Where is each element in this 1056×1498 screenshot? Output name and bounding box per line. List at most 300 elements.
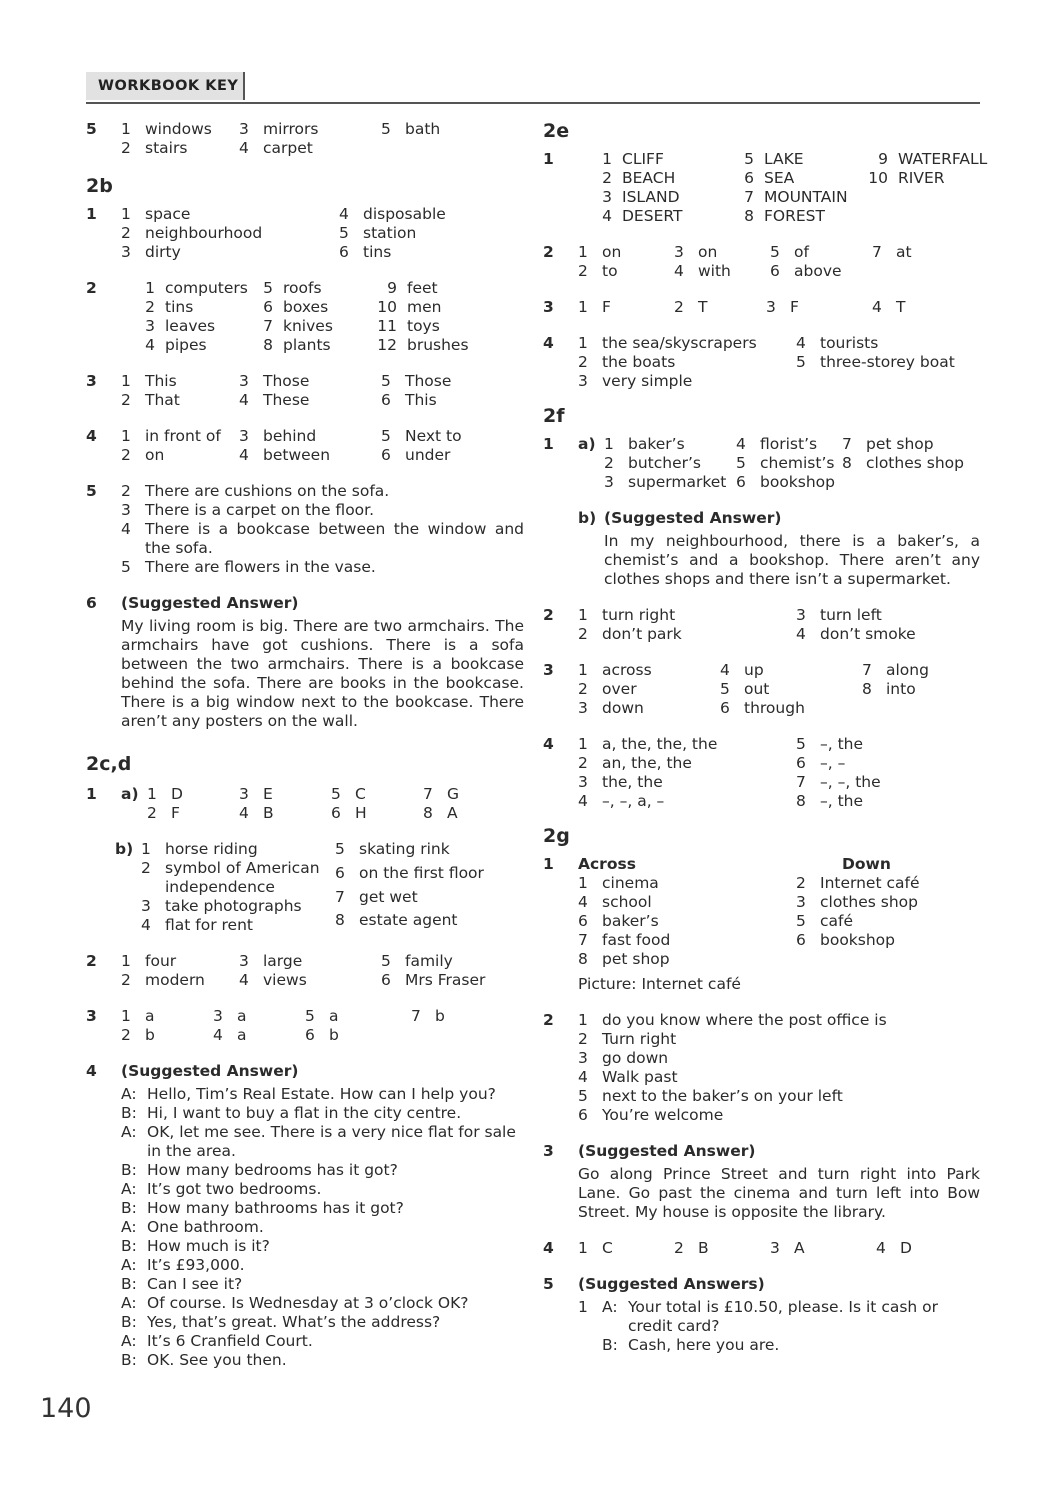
- item-number: 6: [578, 1106, 588, 1124]
- item-text: on: [602, 243, 622, 261]
- exercise-number: 4: [543, 334, 554, 352]
- item-number: 1: [578, 606, 588, 624]
- item-number: 6: [381, 971, 391, 989]
- answer-item: [381, 391, 524, 410]
- speaker-label: B:: [121, 1351, 137, 1369]
- item-number: 5: [335, 840, 345, 858]
- answer-item: [578, 1239, 674, 1258]
- item-text: [898, 188, 987, 207]
- item-number: 7: [842, 435, 852, 453]
- item-number: 1: [121, 427, 131, 445]
- dialogue-line: How many bathrooms has it got?: [147, 1199, 404, 1217]
- item-number: 1: [604, 435, 614, 453]
- answer-item: [121, 482, 524, 501]
- item-text: behind: [263, 427, 317, 445]
- answer-item: [239, 120, 381, 139]
- answer-item: [578, 1106, 980, 1125]
- item-text: get wet: [359, 887, 418, 906]
- answer-item: [872, 262, 980, 281]
- exercise-2g-2: [543, 1011, 980, 1125]
- item-number: 5: [331, 785, 341, 803]
- item-number: [842, 473, 866, 492]
- item-text: WATERFALL: [898, 150, 988, 168]
- answer-item: [578, 298, 674, 317]
- item-text: These: [263, 391, 310, 409]
- answer-item: [872, 298, 980, 317]
- item-text: T: [896, 298, 906, 316]
- answer-item: [720, 661, 862, 680]
- item-number: 1: [121, 1007, 131, 1025]
- item-text: There are cushions on the sofa.: [145, 482, 390, 500]
- item-text: butcher’s: [628, 454, 701, 472]
- speaker-label: A:: [121, 1085, 137, 1103]
- answer-item: [578, 931, 796, 950]
- item-text: between: [263, 446, 331, 464]
- exercise-number: 1: [543, 435, 554, 453]
- answer-item: [363, 336, 524, 355]
- item-number: 4: [239, 804, 249, 822]
- answer-item: [121, 224, 339, 243]
- answer-item: [842, 454, 980, 473]
- item-number: 3: [239, 120, 249, 138]
- item-text: the boats: [602, 353, 676, 371]
- answer-item: [239, 317, 363, 336]
- item-number: 7: [263, 317, 273, 335]
- exercise-2e-3: [543, 298, 980, 317]
- suggested-answer-label: (Suggested Answer): [121, 594, 299, 612]
- answer-grid: [578, 243, 980, 281]
- suggested-answer-text: My living room is big. There are two armchairs. The armchairs have got cushions. There is a sofa between the two armchairs. There is a bookcase behind the sofa. There are books in the bookcase. There is a big window next to the bookcase. There aren’t any posters on the wall.: [121, 617, 524, 730]
- answer-item: [578, 207, 720, 226]
- item-text: baker’s: [602, 912, 659, 930]
- item-number: 5: [381, 952, 391, 970]
- item-number: 7: [411, 1007, 421, 1025]
- answer-item: [121, 120, 239, 139]
- item-text: This: [405, 391, 437, 409]
- item-number: 1: [578, 243, 588, 261]
- item-text: [886, 699, 980, 718]
- item-number: 2: [121, 224, 131, 242]
- item-text: with: [698, 262, 731, 280]
- item-text: CLIFF: [622, 150, 664, 168]
- item-number: [872, 262, 896, 281]
- answer-list-left: [141, 840, 335, 935]
- answer-item: [213, 1026, 305, 1045]
- answer-item: [239, 952, 381, 971]
- answer-item: [796, 931, 980, 950]
- item-text: florist’s: [760, 435, 818, 453]
- item-text: MOUNTAIN: [764, 188, 848, 206]
- answer-item: [578, 334, 796, 353]
- item-number: 5: [339, 224, 349, 242]
- item-text: [866, 473, 980, 492]
- item-number: 4: [121, 520, 131, 538]
- item-text: disposable: [363, 205, 446, 223]
- item-number: 1: [602, 150, 612, 168]
- exercise-2cd-4: [86, 1062, 524, 1370]
- answer-list: [578, 1011, 980, 1125]
- item-text: mirrors: [263, 120, 319, 138]
- item-number: 2: [578, 1030, 588, 1048]
- item-number: 9: [387, 279, 397, 297]
- answer-list-right: [335, 840, 524, 935]
- answer-item: [578, 625, 796, 644]
- answer-item: [796, 606, 980, 625]
- answer-item: [578, 792, 796, 811]
- speaker-label: B:: [121, 1275, 137, 1293]
- answer-item: [736, 435, 842, 454]
- item-number: 4: [239, 139, 249, 157]
- answer-grid: [604, 435, 980, 492]
- answer-item: [720, 150, 854, 169]
- answer-item: [121, 205, 339, 224]
- item-number: [854, 207, 898, 226]
- answer-item: [335, 840, 524, 864]
- answer-item: [604, 435, 736, 454]
- answer-item: [578, 1068, 980, 1087]
- answer-grid: [578, 661, 980, 718]
- exercise-number: 5: [86, 120, 97, 138]
- item-text: space: [145, 205, 191, 223]
- answer-item: [331, 785, 423, 804]
- dialogue: [602, 1298, 980, 1355]
- item-number: 2: [578, 262, 588, 280]
- item-text: You’re welcome: [602, 1106, 724, 1124]
- item-text: stairs: [145, 139, 188, 157]
- answer-item: [339, 224, 524, 243]
- item-text: b: [435, 1007, 445, 1025]
- item-number: 3: [121, 501, 131, 519]
- answer-item: [854, 150, 987, 169]
- item-text: family: [405, 952, 453, 970]
- exercise-number: 5: [543, 1275, 554, 1293]
- item-number: 4: [674, 262, 684, 280]
- item-text: along: [886, 661, 929, 679]
- section-title-2cd: 2c,d: [86, 753, 132, 775]
- suggested-answer-label: (Suggested Answer): [604, 509, 782, 527]
- answer-grid: [578, 150, 988, 226]
- answer-item: [239, 804, 331, 823]
- answer-item: [578, 188, 720, 207]
- item-text: a: [237, 1007, 247, 1025]
- answer-grid: [121, 120, 524, 158]
- exercise-2f-4: [543, 735, 980, 811]
- item-number: 3: [796, 606, 806, 624]
- answer-item: [872, 243, 980, 262]
- answer-grid: [578, 334, 980, 391]
- speaker-label: B:: [121, 1104, 137, 1122]
- exercise-number: 4: [543, 1239, 554, 1257]
- item-number: 3: [141, 897, 151, 915]
- item-number: 5: [381, 372, 391, 390]
- answer-item: [854, 207, 987, 226]
- answer-item: [770, 243, 872, 262]
- item-number: 10: [868, 169, 888, 187]
- answer-item: [770, 1239, 876, 1258]
- item-text: up: [744, 661, 764, 679]
- item-number: [862, 699, 886, 718]
- item-text: supermarket: [628, 473, 727, 491]
- item-text: C: [602, 1239, 613, 1257]
- item-text: chemist’s: [760, 454, 835, 472]
- section-title-2f: 2f: [543, 405, 565, 427]
- item-text: on: [145, 446, 165, 464]
- item-text: There is a carpet on the floor.: [145, 501, 375, 519]
- item-text: men: [407, 298, 442, 316]
- item-text: feet: [407, 279, 438, 297]
- answer-item: [720, 169, 854, 188]
- speaker-label: B:: [121, 1237, 137, 1255]
- item-text: FOREST: [764, 207, 825, 225]
- item-text: school: [602, 893, 652, 911]
- item-number: 6: [744, 169, 754, 187]
- answer-item: [381, 120, 524, 139]
- speaker-label: A:: [121, 1123, 137, 1141]
- item-text: A: [447, 804, 458, 822]
- item-text: a: [237, 1026, 247, 1044]
- item-number: 2: [121, 446, 131, 464]
- item-text: RIVER: [898, 169, 945, 187]
- answer-item: [239, 971, 381, 990]
- item-number: 1: [141, 840, 151, 858]
- exercise-number: 1: [543, 855, 554, 873]
- answer-item: [335, 888, 524, 912]
- answer-item: [363, 279, 524, 298]
- item-text: neighbourhood: [145, 224, 263, 242]
- dialogue-line: Hello, Tim’s Real Estate. How can I help you?: [147, 1085, 496, 1103]
- answer-item: [213, 1007, 305, 1026]
- item-number: 1: [121, 952, 131, 970]
- item-number: 1: [578, 298, 588, 316]
- item-number: 3: [578, 773, 588, 791]
- item-text: through: [744, 699, 805, 717]
- item-text: to: [602, 262, 618, 280]
- item-text: BEACH: [622, 169, 676, 187]
- answer-item: [363, 317, 524, 336]
- speaker-label: A:: [121, 1294, 137, 1312]
- item-number: 5: [381, 427, 391, 445]
- item-text: dirty: [145, 243, 181, 261]
- answer-grid: [121, 952, 524, 990]
- answer-item: [770, 262, 872, 281]
- item-text: café: [820, 912, 854, 930]
- item-number: 1: [578, 661, 588, 679]
- answer-item: [239, 391, 381, 410]
- answer-item: [121, 520, 524, 558]
- item-text: into: [886, 680, 916, 698]
- answer-item: [674, 298, 766, 317]
- dialogue-line: Hi, I want to buy a flat in the city centre.: [147, 1104, 462, 1122]
- speaker-label: A:: [602, 1298, 618, 1316]
- exercise-2b-1: [86, 205, 524, 262]
- item-text: LAKE: [764, 150, 804, 168]
- sub-label-b: b): [578, 509, 597, 527]
- item-number: 2: [141, 859, 151, 877]
- answer-item: [578, 680, 720, 699]
- item-text: estate agent: [359, 911, 458, 930]
- exercise-2b-3: [86, 372, 524, 410]
- item-number: 4: [239, 446, 249, 464]
- answer-grid: [578, 298, 980, 317]
- item-text: [898, 207, 987, 226]
- item-number: 3: [145, 317, 155, 335]
- item-text: windows: [145, 120, 212, 138]
- item-number: 6: [381, 446, 391, 464]
- exercise-number: 2: [86, 279, 97, 297]
- item-number: 8: [796, 792, 806, 810]
- item-number: 4: [239, 971, 249, 989]
- answer-grid: [121, 1007, 524, 1045]
- item-text: B: [698, 1239, 709, 1257]
- exercise-number: 3: [543, 298, 554, 316]
- item-text: D: [171, 785, 183, 803]
- item-text: [820, 372, 980, 391]
- item-text: flat for rent: [165, 916, 253, 934]
- answer-item: [121, 372, 239, 391]
- answer-item: [578, 1011, 980, 1030]
- item-number: 5: [121, 558, 131, 576]
- item-text: tins: [165, 298, 194, 316]
- item-text: –, –, a, –: [602, 792, 665, 810]
- answer-item: [339, 205, 524, 224]
- item-number: 5: [770, 243, 780, 261]
- item-number: [796, 372, 820, 391]
- speaker-label: B:: [121, 1313, 137, 1331]
- item-number: 4: [578, 893, 588, 911]
- exercise-2cd-3: [86, 1007, 524, 1045]
- answer-item: [239, 139, 381, 158]
- exercise-number: 4: [543, 735, 554, 753]
- exercise-number: 5: [86, 482, 97, 500]
- item-number: 2: [121, 482, 131, 500]
- item-text: under: [405, 446, 451, 464]
- item-text: very simple: [602, 372, 693, 390]
- item-number: 1: [578, 334, 588, 352]
- item-text: the sea/skyscrapers: [602, 334, 757, 352]
- answer-item: [239, 298, 363, 317]
- item-number: 3: [578, 699, 588, 717]
- answer-item: [578, 372, 796, 391]
- dialogue-line: How much is it?: [147, 1237, 270, 1255]
- suggested-answer-label: (Suggested Answer): [121, 1062, 299, 1080]
- answer-item: [121, 336, 239, 355]
- answer-item: [876, 1239, 980, 1258]
- item-number: 8: [335, 911, 345, 930]
- answer-item: [578, 699, 720, 718]
- exercise-2b-4: [86, 427, 524, 465]
- item-number: 6: [381, 391, 391, 409]
- item-text: boxes: [283, 298, 329, 316]
- item-text: Internet café: [820, 874, 920, 892]
- item-text: Next to: [405, 427, 462, 445]
- item-text: [405, 139, 524, 158]
- answer-item: [121, 427, 239, 446]
- picture-answer: Picture: Internet café: [578, 975, 741, 993]
- item-number: 5: [796, 912, 806, 930]
- item-number: 4: [239, 391, 249, 409]
- item-text: symbol of American independence: [165, 859, 320, 896]
- item-text: the, the: [602, 773, 663, 791]
- item-number: 3: [604, 473, 614, 491]
- item-text: toys: [407, 317, 440, 335]
- item-number: 6: [331, 804, 341, 822]
- item-number: 5: [744, 150, 754, 168]
- item-number: 7: [872, 243, 882, 261]
- item-text: a: [329, 1007, 339, 1025]
- answer-item: [578, 874, 796, 893]
- item-text: computers: [165, 279, 248, 297]
- item-text: fast food: [602, 931, 671, 949]
- item-number: 5: [381, 120, 391, 138]
- item-number: 10: [377, 298, 397, 316]
- item-number: 4: [720, 661, 730, 679]
- answer-item: [121, 139, 239, 158]
- item-text: B: [263, 804, 274, 822]
- item-number: 8: [263, 336, 273, 354]
- item-number: 1: [578, 1298, 588, 1316]
- item-number: 7: [335, 887, 345, 906]
- dialogue-line: It’s 6 Cranfield Court.: [147, 1332, 313, 1350]
- item-text: don’t park: [602, 625, 682, 643]
- answer-item: [578, 1049, 980, 1068]
- answer-item: [121, 243, 339, 262]
- item-text: [435, 1026, 524, 1045]
- answer-item: [121, 391, 239, 410]
- answer-item: [720, 680, 862, 699]
- answer-item: [720, 188, 854, 207]
- answer-item: [578, 243, 674, 262]
- answer-item: [578, 773, 796, 792]
- item-number: 2: [147, 804, 157, 822]
- item-text: b: [329, 1026, 339, 1044]
- item-text: A: [794, 1239, 805, 1257]
- answer-item: [423, 785, 524, 804]
- exercise-number: 2: [543, 1011, 554, 1029]
- exercise-number: 4: [86, 427, 97, 445]
- answer-item: [147, 804, 239, 823]
- answer-item: [339, 243, 524, 262]
- item-number: 3: [578, 1049, 588, 1067]
- answer-grid: [578, 735, 980, 811]
- item-number: 9: [878, 150, 888, 168]
- answer-grid: [578, 606, 980, 644]
- exercise-2g-5: [543, 1275, 980, 1355]
- item-text: This: [145, 372, 177, 390]
- answer-item: [796, 735, 980, 754]
- answer-item: [736, 454, 842, 473]
- answer-item: [578, 661, 720, 680]
- exercise-2e-2: [543, 243, 980, 281]
- item-text: pipes: [165, 336, 207, 354]
- dialogue-line: OK, let me see. There is a very nice flat for sale in the area.: [147, 1123, 516, 1160]
- answer-grid: [147, 785, 524, 823]
- item-number: 4: [796, 334, 806, 352]
- speaker-label: A:: [121, 1332, 137, 1350]
- sub-label-b: b): [115, 840, 134, 858]
- item-number: 5: [796, 735, 806, 753]
- item-text: There are flowers in the vase.: [145, 558, 376, 576]
- item-text: station: [363, 224, 417, 242]
- answer-item: [854, 188, 987, 207]
- item-text: plants: [283, 336, 331, 354]
- answer-item: [239, 427, 381, 446]
- exercise-number: 3: [86, 372, 97, 390]
- speaker-label: A:: [121, 1218, 137, 1236]
- exercise-2e-1: [543, 150, 988, 226]
- suggested-answer-label: (Suggested Answers): [578, 1275, 765, 1293]
- answer-item: [796, 773, 980, 792]
- item-text: four: [145, 952, 177, 970]
